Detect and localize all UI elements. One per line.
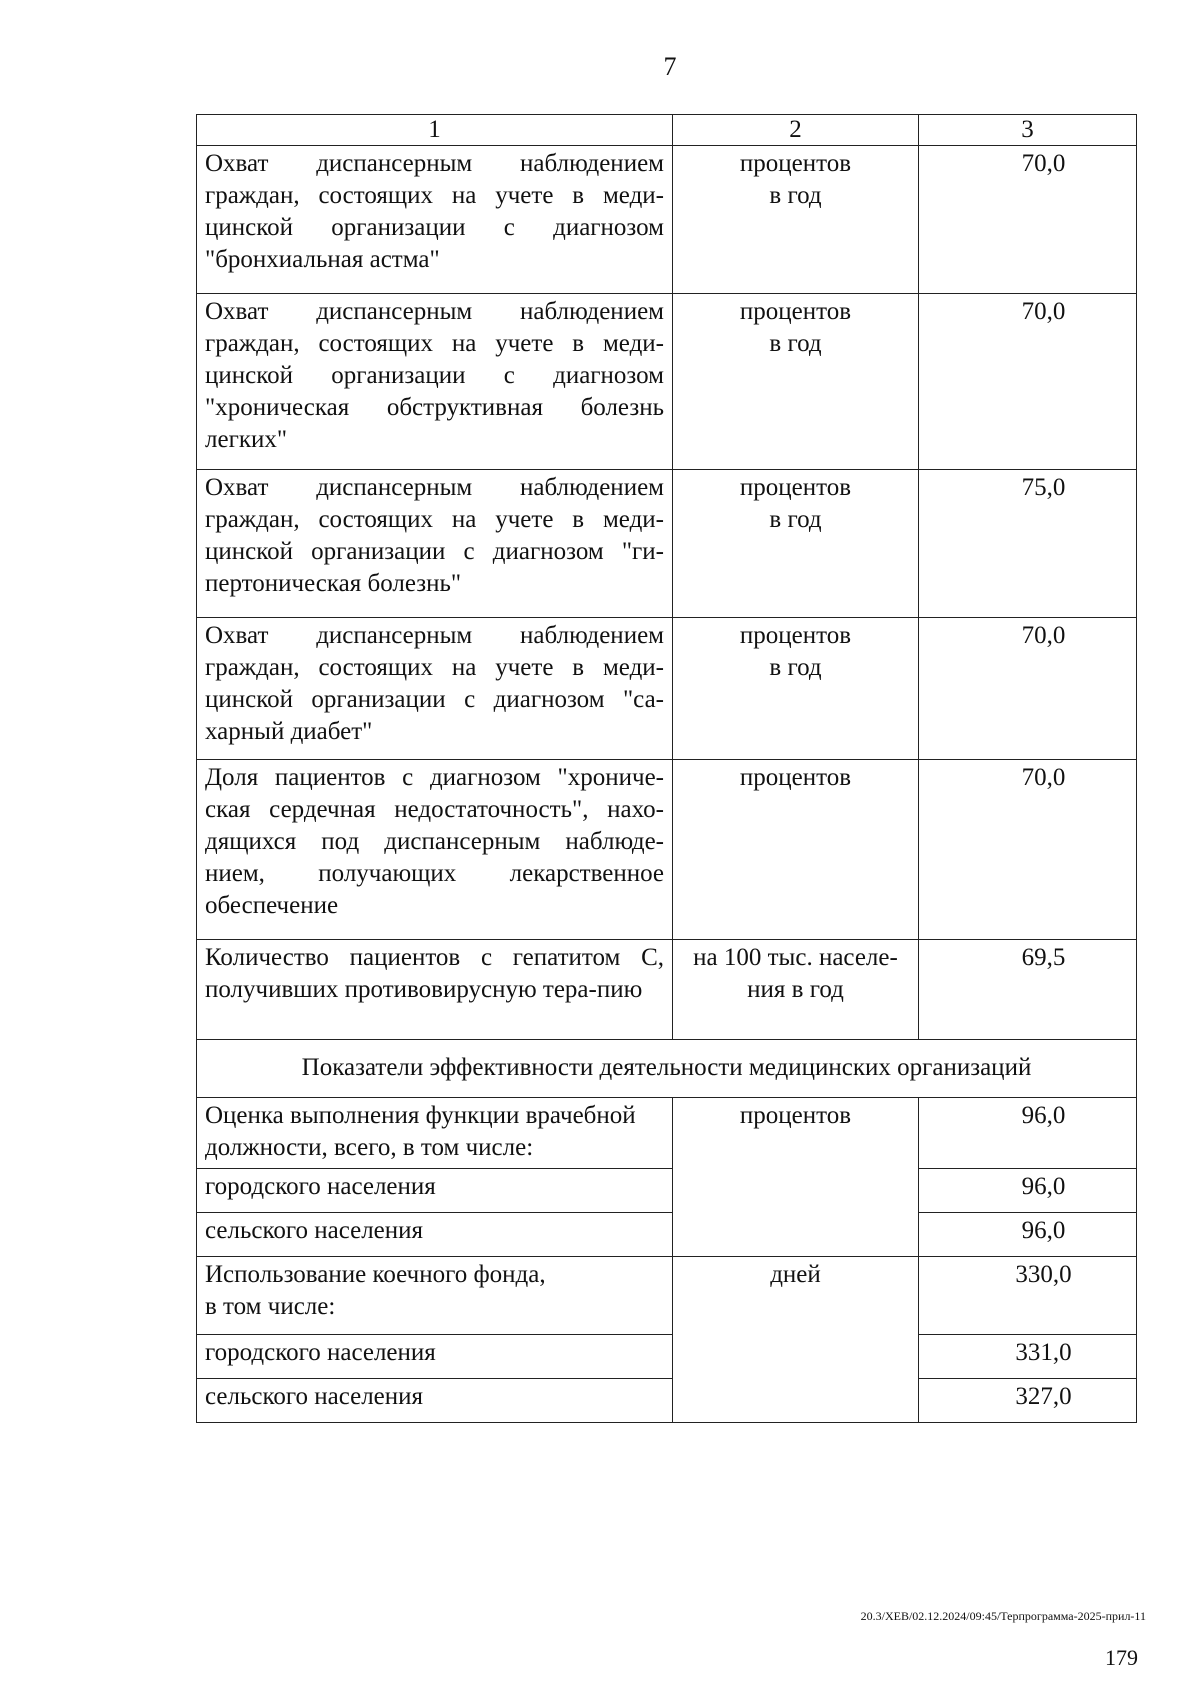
indicator-value: 70,0 xyxy=(919,146,1137,294)
section-title: Показатели эффективности деятельности медицинских организаций xyxy=(197,1040,1137,1098)
indicator-name: Количество пациентов с гепатитом С, получивших противовирусную тера-пию xyxy=(197,940,673,1040)
indicator-value: 96,0 xyxy=(919,1169,1137,1213)
table-row xyxy=(197,294,1137,470)
indicator-name: Доля пациентов с диагнозом "хрониче-ская сердечная недостаточность", нахо-дящихся под диспансерным наблюде-нием, получающих лекарственное обеспечение xyxy=(197,760,673,940)
table-row xyxy=(197,618,1137,760)
indicator-unit: процентов в год xyxy=(673,294,919,470)
table-row xyxy=(197,146,1137,294)
indicator-name: Использование коечного фонда, в том числе: xyxy=(197,1257,673,1335)
indicator-unit: процентов xyxy=(673,760,919,940)
footer-document-code: 20.3/ХЕВ/02.12.2024/09:45/Терпрограмма-2025-прил-11 xyxy=(860,1609,1146,1623)
indicator-unit: процентов в год xyxy=(673,618,919,760)
table-row xyxy=(197,940,1137,1040)
indicator-value: 96,0 xyxy=(919,1213,1137,1257)
column-header-1: 1 xyxy=(197,115,673,146)
indicator-value: 330,0 xyxy=(919,1257,1137,1335)
indicator-value: 96,0 xyxy=(919,1098,1137,1169)
indicator-unit: процентов в год xyxy=(673,146,919,294)
indicator-unit: процентов в год xyxy=(673,470,919,618)
table-header-row xyxy=(197,115,1137,146)
indicator-value: 70,0 xyxy=(919,760,1137,940)
page-number-bottom: 179 xyxy=(1105,1645,1138,1670)
indicator-name: Охват диспансерным наблюдением граждан, состоящих на учете в меди-цинской организации с диагнозом "са-харный диабет" xyxy=(197,618,673,760)
indicator-name: городского населения xyxy=(197,1169,673,1213)
indicator-name: Оценка выполнения функции врачебной должности, всего, в том числе: xyxy=(197,1098,673,1169)
indicator-name: Охват диспансерным наблюдением граждан, состоящих на учете в меди-цинской организации с диагнозом "бронхиальная астма" xyxy=(197,146,673,294)
table-row xyxy=(197,1379,1137,1423)
indicator-value: 327,0 xyxy=(919,1379,1137,1423)
table-row xyxy=(197,1169,1137,1213)
indicator-value: 70,0 xyxy=(919,618,1137,760)
indicator-value: 331,0 xyxy=(919,1335,1137,1379)
indicator-name: городского населения xyxy=(197,1335,673,1379)
indicators-table xyxy=(196,114,1137,1423)
indicator-name: сельского населения xyxy=(197,1213,673,1257)
section-header-row xyxy=(197,1040,1137,1098)
indicator-name: Охват диспансерным наблюдением граждан, состоящих на учете в меди-цинской организации с диагнозом "хроническая обструктивная болезнь легких" xyxy=(197,294,673,470)
table-row xyxy=(197,760,1137,940)
page-number-top: 7 xyxy=(663,52,677,81)
column-header-3: 3 xyxy=(919,115,1137,146)
indicator-value: 69,5 xyxy=(919,940,1137,1040)
indicator-name: сельского населения xyxy=(197,1379,673,1423)
table-row xyxy=(197,1213,1137,1257)
table-row xyxy=(197,470,1137,618)
table-row xyxy=(197,1335,1137,1379)
indicator-unit: на 100 тыс. населе- ния в год xyxy=(673,940,919,1040)
table-row xyxy=(197,1257,1137,1335)
table-row xyxy=(197,1098,1137,1169)
indicator-unit: процентов xyxy=(673,1098,919,1257)
indicator-value: 75,0 xyxy=(919,470,1137,618)
column-header-2: 2 xyxy=(673,115,919,146)
indicator-name: Охват диспансерным наблюдением граждан, состоящих на учете в меди-цинской организации с диагнозом "ги-пертоническая болезнь" xyxy=(197,470,673,618)
indicator-value: 70,0 xyxy=(919,294,1137,470)
indicator-unit: дней xyxy=(673,1257,919,1423)
